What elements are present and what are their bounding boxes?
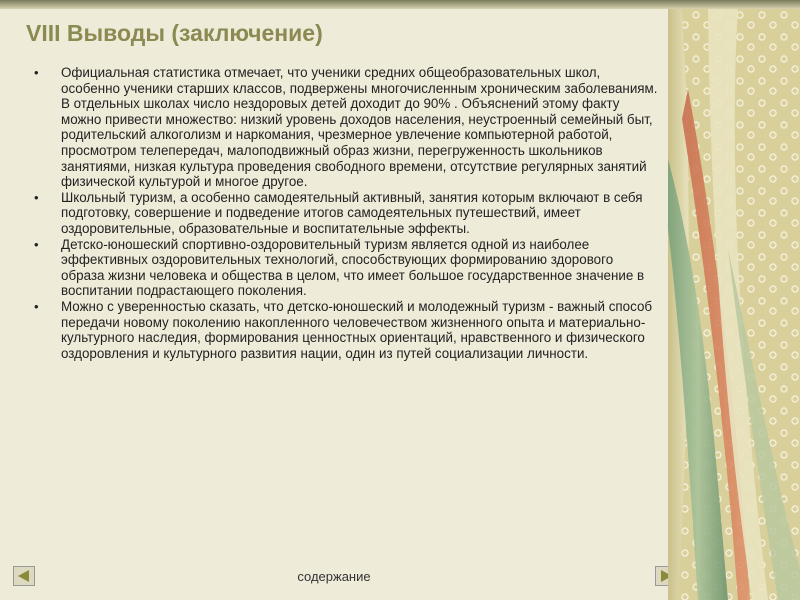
bullet-text: Можно с уверенностью сказать, что детско-юношеский и молодежный туризм - важный способ передачи новому поколению накопленного человечеством жизненного опыта и материально-культурного наследия, формирования ценностных ориентаций, нравственного и физического оздоровления и культурного развития нации, один из путей социализации личности. [61,298,653,361]
top-bar [0,0,800,9]
bullet-marker: • [34,189,39,205]
decorative-ribbon-panel [668,9,800,600]
bullet-marker: • [34,298,39,314]
bullet-item [34,65,660,190]
bullet-list [34,65,660,361]
bullet-item [34,237,660,299]
ribbon-pattern-icon [668,9,800,600]
bullet-text: Официальная статистика отмечает, что ученики средних общеобразовательных школ, особенно ученики старших классов, подвержены многочисленным хроническим заболеваниям. В отдельных школах число нездоровых детей доходит до 90% . Объяснений этому факту можно привести множество: низкий уровень доходов населения, неустроенный семейный быт, родительский алкоголизм и наркомания, чрезмерное увлечение компьютерной работой, просмотром телепередач, малоподвижный образ жизни, перегруженность школьников занятиями, низкая культура проведения свободного времени, отсутствие регулярных занятий физической культурой и многое другое. [61,65,658,190]
bullet-marker: • [34,65,39,80]
bullet-item [34,299,660,361]
slide-title: VIII Выводы (заключение) [26,20,323,46]
bullet-text: Школьный туризм, а особенно самодеятельный активный, занятия которым включают в себя подготовку, совершение и подведение итогов самодеятельных путешествий, имеет оздоровительные, образовательные и воспитательные эффекты. [61,189,643,236]
bullet-marker: • [34,236,39,252]
contents-link[interactable]: содержание [297,569,371,584]
slide [0,9,668,600]
bullet-text: Детско-юношеский спортивно-оздоровительный туризм является одной из наиболее эффективных оздоровительных технологий, способствующих формированию здорового образа жизни человека и общества в целом, что имеет большое государственное значение в воспитании подрастающего поколения. [61,236,645,299]
bullet-item [34,190,660,237]
